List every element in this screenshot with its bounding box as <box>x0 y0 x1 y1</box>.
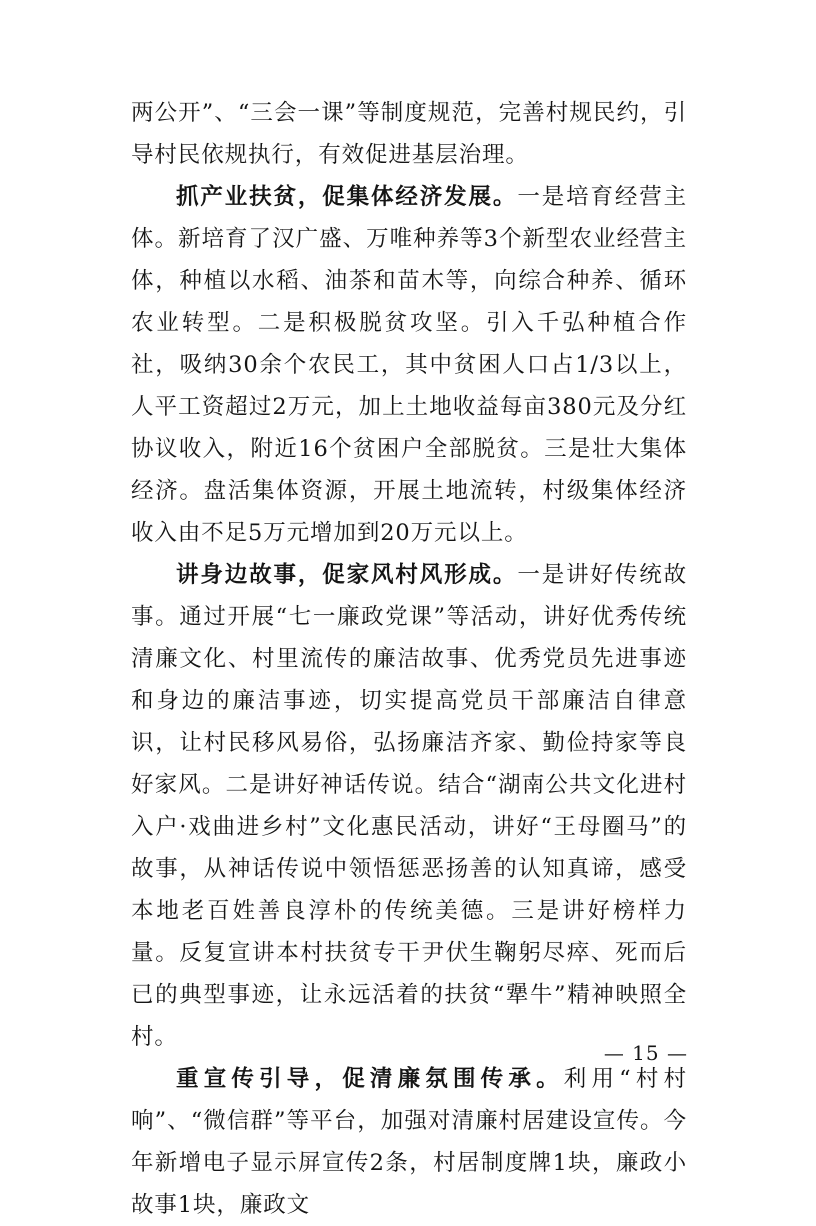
section-heading: 重宣传引导，促清廉氛围传承。 <box>176 1066 564 1092</box>
paragraph-text: 一是培育经营主体。新培育了汉广盛、万唯种养等3个新型农业经营主体，种植以水稻、油茶和苗木等，向综合种养、循环农业转型。二是积极脱贫攻坚。引入千弘种植合作社，吸纳30余个农民工，其中贫困人口占1/3以上，人平工资超过2万元，加上土地收益每亩380元及分红协议收入，附近16个贫困户全部脱贫。三是壮大集体经济。盘活集体资源，开展土地流转，村级集体经济收入由不足5万元增加到20万元以上。 <box>131 184 687 546</box>
paragraph-local-stories <box>131 554 687 1058</box>
paragraph-grassroots-governance <box>131 92 687 176</box>
paragraph-text: 一是讲好传统故事。通过开展“七一廉政党课”等活动，讲好优秀传统清廉文化、村里流传的廉洁故事、优秀党员先进事迹和身边的廉洁事迹，切实提高党员干部廉洁自律意识，让村民移风易俗，弘扬廉洁齐家、勤俭持家等良好家风。二是讲好神话传说。结合“湖南公共文化进村入户·戏曲进乡村”文化惠民活动，讲好“王母圈马”的故事，从神话传说中领悟惩恶扬善的认知真谛，感受本地老百姓善良淳朴的传统美德。三是讲好榜样力量。反复宣讲本村扶贫专干尹伏生鞠躬尽瘁、死而后已的典型事迹，让永远活着的扶贫“犟牛”精神映照全村。 <box>131 562 687 1050</box>
section-heading: 讲身边故事，促家风村风形成。 <box>176 562 518 588</box>
page-number: — 15 — <box>603 1041 688 1065</box>
paragraph-text: 利用“村村响”、“微信群”等平台，加强对清廉村居建设宣传。今年新增电子显示屏宣传2条，村居制度牌1块，廉政小故事1块，廉政文 <box>131 1066 687 1218</box>
paragraph-industry-poverty-alleviation <box>131 176 687 554</box>
paragraph-publicity-guidance <box>131 1058 687 1226</box>
paragraph-text: 两公开”、“三会一课”等制度规范，完善村规民约，引导村民依规执行，有效促进基层治理。 <box>131 100 687 168</box>
section-heading: 抓产业扶贫，促集体经济发展。 <box>176 184 518 210</box>
